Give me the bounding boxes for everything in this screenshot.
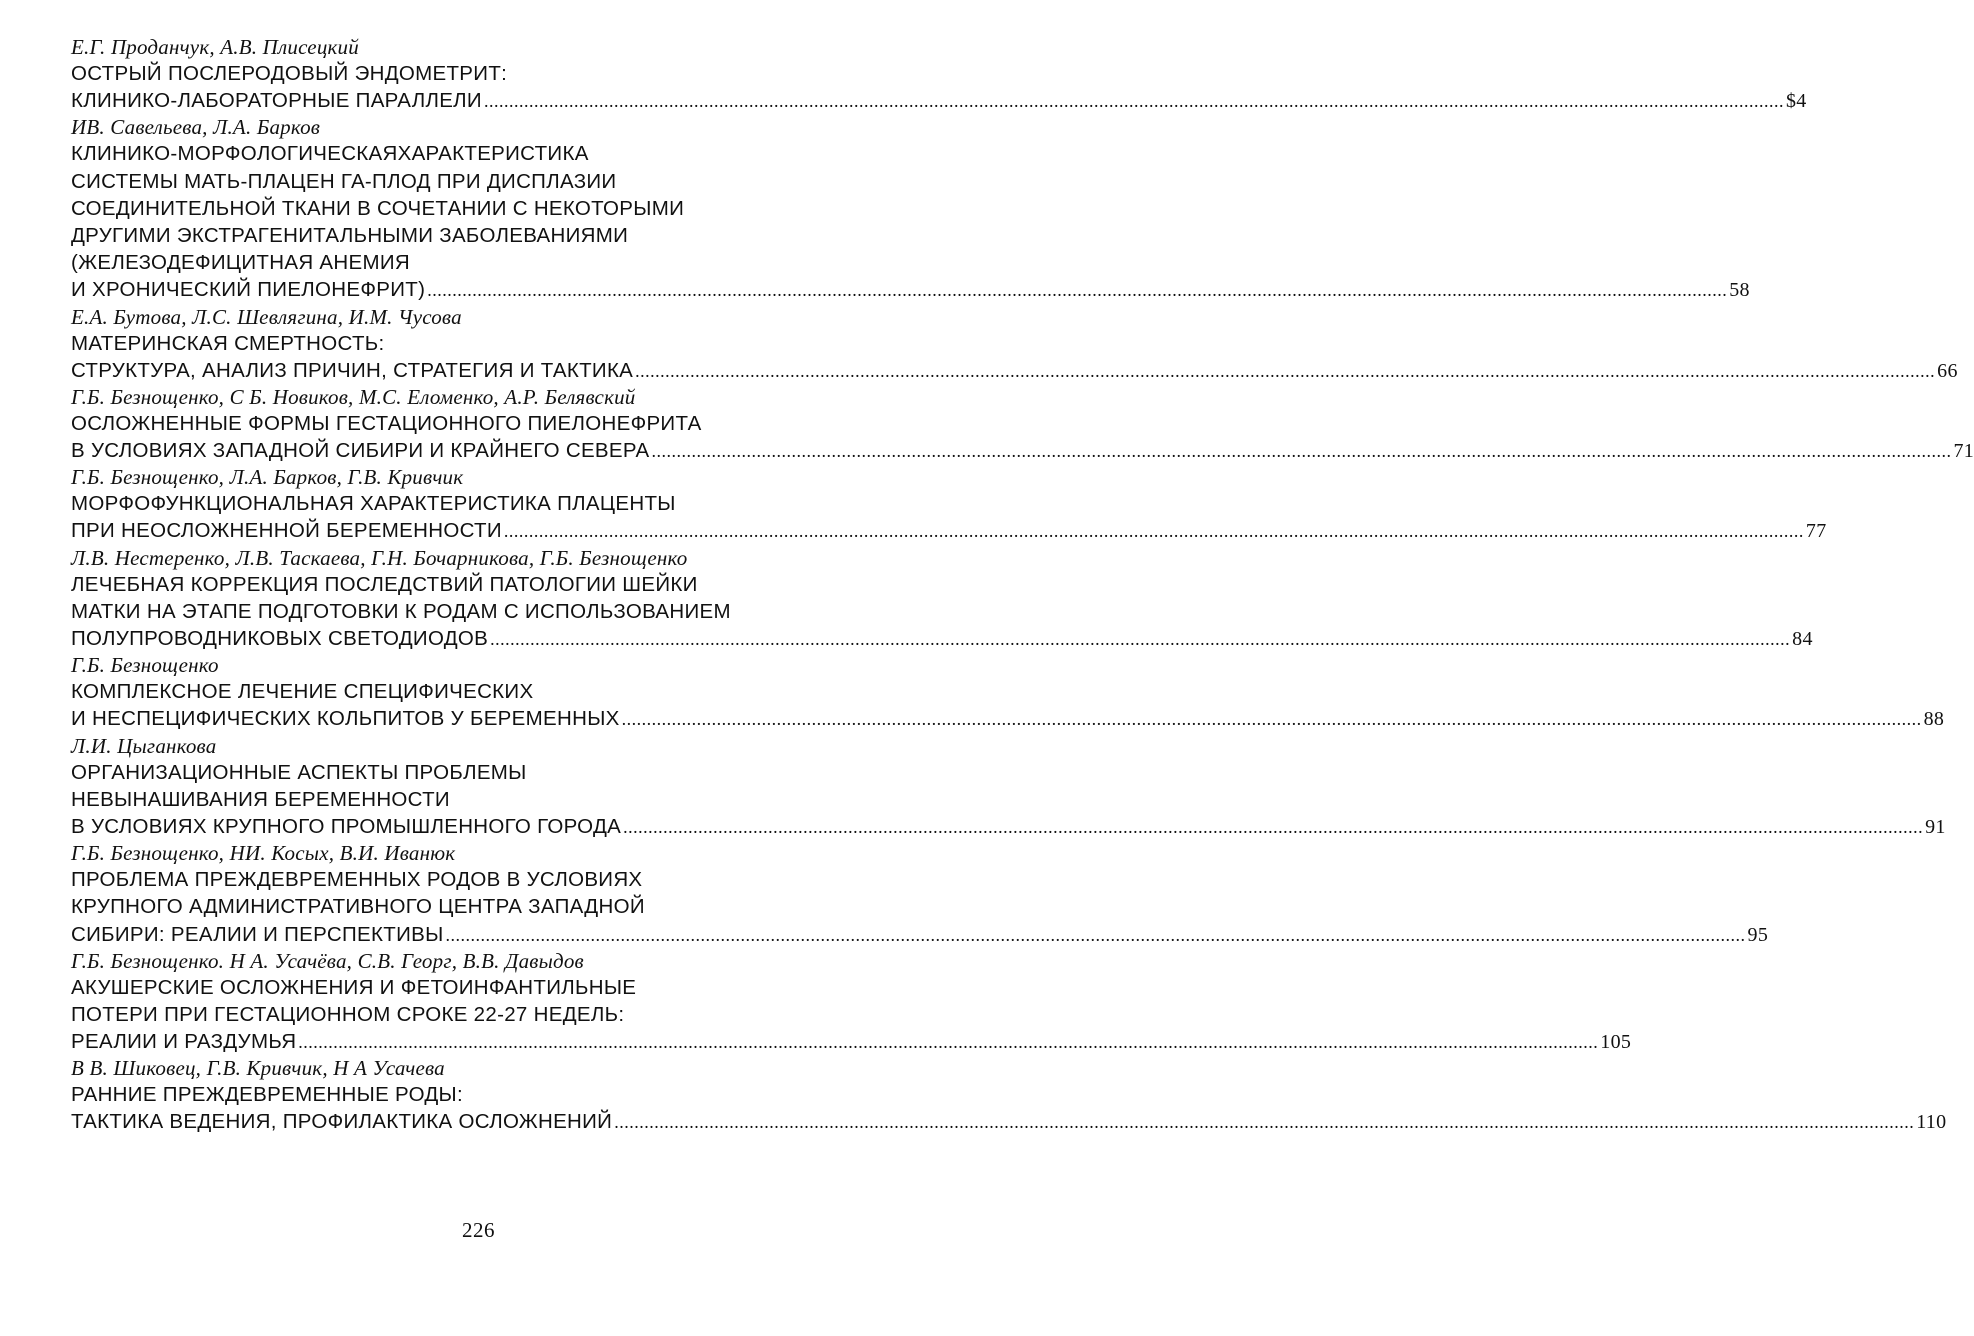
toc-entry-page: 71 [1953, 440, 1974, 463]
toc-entry-page: 77 [1805, 520, 1827, 543]
toc-entry [71, 840, 1769, 948]
toc-entry-authors: Г.Б. Безнощенко. Н А. Усачёва, С.В. Георг, В.В. Давыдов [71, 948, 584, 973]
toc-entry-title-text: СТРУКТУРА, АНАЛИЗ ПРИЧИН, СТРАТЕГИЯ И ТАКТИКА [71, 358, 634, 382]
toc-entry-title-line: КЛИНИКО-МОРФОЛОГИЧЕСКАЯХАРАКТЕРИСТИКА [71, 142, 589, 166]
toc-entry-authors: Е.Г. Проданчук, А.В. Плисецкий [71, 35, 359, 59]
toc-entry-title-line: НЕВЫНАШИВАНИЯ БЕРЕМЕННОСТИ [71, 787, 450, 811]
toc-entry [71, 733, 1946, 841]
toc-entry-authors: Л.В. Нестеренко, Л.В. Таскаева, Г.Н. Бочарникова, Г.Б. Безнощенко [71, 545, 688, 570]
toc-entry-page: 88 [1923, 708, 1945, 731]
toc-entry-authors: Е.А. Бутова, Л.С. Шевлягина, И.М. Чусова [71, 304, 462, 329]
table-of-contents [71, 34, 1974, 1136]
toc-entry-title-line [71, 276, 1750, 303]
toc-entry-title-text: В УСЛОВИЯХ ЗАПАДНОЙ СИБИРИ И КРАЙНЕГО СЕВЕРА [71, 439, 650, 463]
toc-entry-title-text: СИБИРИ: РЕАЛИИ И ПЕРСПЕКТИВЫ [71, 922, 444, 946]
toc-entry [71, 304, 1958, 384]
toc-entry [71, 1055, 1947, 1135]
toc-entry-title-line: МАТЕРИНСКАЯ СМЕРТНОСТЬ: [71, 331, 385, 355]
toc-entry-title-line: ЛЕЧЕБНАЯ КОРРЕКЦИЯ ПОСЛЕДСТВИЙ ПАТОЛОГИИ ШЕЙКИ [71, 572, 698, 596]
toc-entry-authors: Г.Б. Безнощенко, Л.А. Барков, Г.В. Кривчик [71, 465, 464, 490]
toc-entry-authors: ИВ. Савельева, Л.А. Барков [71, 115, 321, 140]
toc-entry-title-line: ОСТРЫЙ ПОСЛЕРОДОВЫЙ ЭНДОМЕТРИТ: [71, 62, 508, 85]
toc-entry-title-text: И ХРОНИЧЕСКИЙ ПИЕЛОНЕФРИТ) [71, 278, 426, 302]
toc-entry-title-line [71, 1108, 1947, 1135]
toc-entry [71, 545, 1813, 653]
toc-entry-title-line: ОРГАНИЗАЦИОННЫЕ АСПЕКТЫ ПРОБЛЕМЫ [71, 760, 527, 784]
toc-entry-title-text: РЕАЛИИ И РАЗДУМЬЯ [71, 1030, 297, 1054]
toc-entry-title-line [71, 625, 1813, 652]
page-number: 226 [462, 1218, 495, 1242]
toc-entry-title-line: ПОТЕРИ ПРИ ГЕСТАЦИОННОМ СРОКЕ 22-27 НЕДЕЛЬ: [71, 1002, 625, 1026]
toc-entry-title-line: КОМПЛЕКСНОЕ ЛЕЧЕНИЕ СПЕЦИФИЧЕСКИХ [71, 680, 534, 704]
toc-entry-title-line [71, 813, 1946, 840]
toc-entry-authors: Г.Б. Безнощенко [71, 653, 219, 678]
toc-entry-authors: В В. Шиковец, Г.В. Кривчик, Н А Усачева [71, 1056, 445, 1081]
dot-leader: .................................................................................................................................................................................................................................................................... [651, 441, 1952, 462]
dot-leader: .................................................................................................................................................................................................................................................................... [427, 280, 1728, 301]
toc-entry [71, 384, 1974, 464]
toc-entry-title-line: АКУШЕРСКИЕ ОСЛОЖНЕНИЯ И ФЕТОИНФАНТИЛЬНЫЕ [71, 975, 637, 999]
toc-entry-title-line: КРУПНОГО АДМИНИСТРАТИВНОГО ЦЕНТРА ЗАПАДНОЙ [71, 895, 645, 919]
dot-leader: .................................................................................................................................................................................................................................................................... [490, 629, 1791, 649]
toc-entry-title-text: ТАКТИКА ВЕДЕНИЯ, ПРОФИЛАКТИКА ОСЛОЖНЕНИЙ [71, 1110, 613, 1134]
dot-leader: .................................................................................................................................................................................................................................................................... [621, 709, 1922, 730]
toc-entry-page: 110 [1916, 1111, 1947, 1134]
toc-entry-authors: Л.И. Цыганкова [71, 733, 217, 758]
dot-leader: .................................................................................................................................................................................................................................................................... [614, 1112, 1915, 1133]
toc-entry-title-line: ДРУГИМИ ЭКСТРАГЕНИТАЛЬНЫМИ ЗАБОЛЕВАНИЯМИ [71, 223, 629, 247]
toc-entry-title-line [71, 921, 1769, 948]
toc-entry-title-text: КЛИНИКО-ЛАБОРАТОРНЫЕ ПАРАЛЛЕЛИ [71, 89, 482, 113]
toc-entry-title-line: МАТКИ НА ЭТАПЕ ПОДГОТОВКИ К РОДАМ С ИСПОЛЬЗОВАНИЕМ [71, 599, 731, 623]
toc-entry-title-text: ПОЛУПРОВОДНИКОВЫХ СВЕТОДИОДОВ [71, 627, 489, 650]
toc-entry-title-line: ПРОБЛЕМА ПРЕЖДЕВРЕМЕННЫХ РОДОВ В УСЛОВИЯХ [71, 868, 643, 892]
toc-entry-title-line [71, 87, 1807, 114]
toc-entry-authors: Г.Б. Безнощенко, С Б. Новиков, М.С. Еломенко, А.Р. Белявский [71, 384, 636, 409]
toc-entry-title-line: МОРФОФУНКЦИОНАЛЬНАЯ ХАРАКТЕРИСТИКА ПЛАЦЕНТЫ [71, 492, 676, 516]
toc-entry-title-line [71, 705, 1945, 732]
toc-entry-page: 105 [1600, 1031, 1632, 1054]
dot-leader: .................................................................................................................................................................................................................................................................... [298, 1032, 1599, 1053]
toc-entry-title-line: (ЖЕЛЕЗОДЕФИЦИТНАЯ АНЕМИЯ [71, 251, 410, 275]
toc-entry-title-line [71, 357, 1958, 384]
toc-entry-title-line: СОЕДИНИТЕЛЬНОЙ ТКАНИ В СОЧЕТАНИИ С НЕКОТОРЫМИ [71, 196, 685, 220]
dot-leader: .................................................................................................................................................................................................................................................................... [445, 924, 1746, 945]
toc-entry-page: 84 [1792, 628, 1813, 650]
toc-entry [71, 34, 1807, 114]
toc-entry-page: 66 [1937, 359, 1958, 382]
toc-entry-title-text: ПРИ НЕОСЛОЖНЕННОЙ БЕРЕМЕННОСТИ [71, 519, 502, 543]
toc-entry-title-line [71, 517, 1827, 544]
toc-entry [71, 114, 1750, 303]
dot-leader: .................................................................................................................................................................................................................................................................... [483, 91, 1784, 112]
toc-entry-title-text: В УСЛОВИЯХ КРУПНОГО ПРОМЫШЛЕННОГО ГОРОДА [71, 814, 622, 838]
toc-entry-page: 91 [1925, 815, 1946, 838]
toc-entry-title-line: РАННИЕ ПРЕЖДЕВРЕМЕННЫЕ РОДЫ: [71, 1083, 463, 1107]
toc-entry-title-text: И НЕСПЕЦИФИЧЕСКИХ КОЛЬПИТОВ У БЕРЕМЕННЫХ [71, 707, 620, 731]
toc-entry [71, 464, 1827, 544]
toc-entry-page: 95 [1747, 923, 1769, 946]
toc-entry-title-line [71, 1028, 1632, 1055]
toc-entry-authors: Г.Б. Безнощенко, НИ. Косых, В.И. Иванюк [71, 841, 456, 866]
toc-entry-title-line [71, 437, 1974, 464]
dot-leader: .................................................................................................................................................................................................................................................................... [503, 521, 1804, 542]
toc-entry-page: $4 [1785, 90, 1807, 113]
dot-leader: .................................................................................................................................................................................................................................................................... [623, 816, 1924, 837]
toc-entry-title-line: ОСЛОЖНЕННЫЕ ФОРМЫ ГЕСТАЦИОННОГО ПИЕЛОНЕФРИТА [71, 411, 702, 435]
dot-leader: .................................................................................................................................................................................................................................................................... [635, 360, 1936, 381]
toc-entry [71, 948, 1632, 1056]
toc-entry-page: 58 [1729, 279, 1750, 302]
toc-entry-title-line: СИСТЕМЫ МАТЬ-ПЛАЦЕН ГА-ПЛОД ПРИ ДИСПЛАЗИИ [71, 169, 617, 193]
toc-entry [71, 652, 1945, 732]
